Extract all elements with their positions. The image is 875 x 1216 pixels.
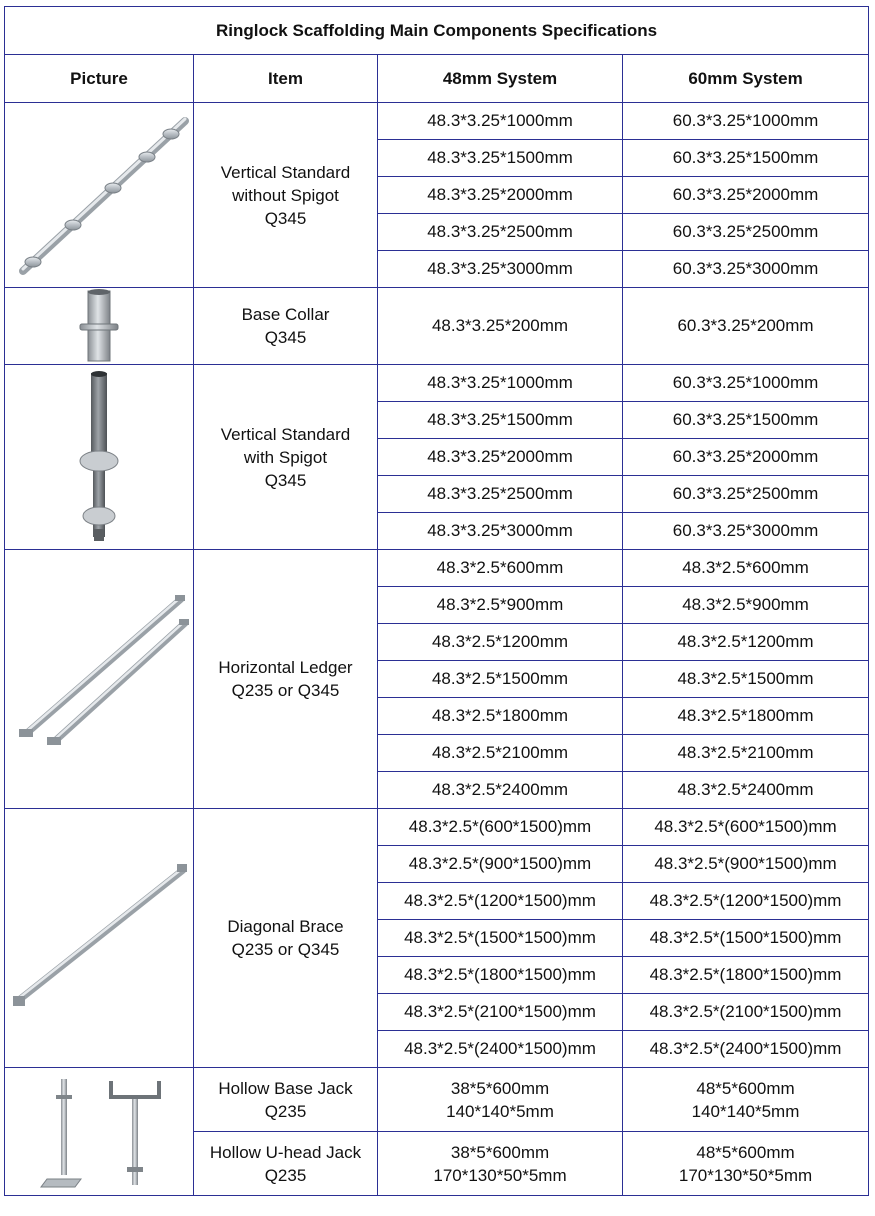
spec-48mm-cell: 48.3*3.25*3000mm (378, 513, 623, 550)
item-name-line: Q235 or Q345 (231, 681, 340, 700)
spec-line: 38*5*600mm (450, 1142, 550, 1162)
horizontal-ledger-image (5, 550, 194, 809)
spec-60mm-cell: 48.3*2.5*(600*1500)mm (623, 809, 869, 846)
spec-60mm-cell: 48.3*2.5*1800mm (623, 698, 869, 735)
item-name-line: Horizontal Ledger (218, 658, 353, 677)
table-row (5, 809, 869, 846)
spec-48mm-cell: 48.3*2.5*1500mm (378, 661, 623, 698)
header-48mm-system: 48mm System (378, 55, 623, 103)
spec-line: 140*140*5mm (691, 1101, 800, 1121)
spec-48mm-cell: 48.3*2.5*1200mm (378, 624, 623, 661)
item-name-line: Q345 (264, 470, 307, 490)
spec-60mm-cell: 48.3*2.5*(1200*1500)mm (623, 883, 869, 920)
item-name-line: Q345 (264, 328, 307, 347)
spec-60mm-cell: 60.3*3.25*1000mm (623, 103, 869, 140)
item-name-line: Hollow Base Jack (218, 1078, 353, 1098)
diagonal-brace-image (5, 809, 194, 1068)
spec-48mm-cell: 48.3*2.5*(1200*1500)mm (378, 883, 623, 920)
item-name-line: Base Collar (241, 305, 330, 324)
spec-60mm-cell: 48.3*2.5*(1500*1500)mm (623, 920, 869, 957)
item-name-line: Hollow U-head Jack (209, 1142, 362, 1162)
spec-60mm-cell: 60.3*3.25*2000mm (623, 177, 869, 214)
spec-line: 170*130*50*5mm (433, 1165, 567, 1185)
spec-60mm-cell: 60.3*3.25*3000mm (623, 513, 869, 550)
spec-60mm-cell: 48.3*2.5*(1800*1500)mm (623, 957, 869, 994)
spec-60mm-cell: 48.3*2.5*2400mm (623, 772, 869, 809)
item-name-line: Q235 (264, 1101, 307, 1121)
item-name-line: Vertical Standard (220, 162, 351, 182)
spec-48mm-cell: 48.3*2.5*1800mm (378, 698, 623, 735)
item-name-line: Q345 (264, 208, 307, 228)
spec-48mm-cell: 48.3*3.25*2500mm (378, 476, 623, 513)
header-picture: Picture (5, 55, 194, 103)
spec-60mm-cell: 48.3*2.5*(900*1500)mm (623, 846, 869, 883)
spec-line: 140*140*5mm (446, 1101, 554, 1121)
spec-48mm-cell: 48.3*3.25*2500mm (378, 214, 623, 251)
spec-48mm-cell: 48.3*2.5*(1500*1500)mm (378, 920, 623, 957)
spec-60mm-cell: 60.3*3.25*1500mm (623, 140, 869, 177)
spec-60mm-cell: 60.3*3.25*1500mm (623, 402, 869, 439)
hollow-base-jack-and-u-head-jack-image (5, 1068, 194, 1196)
spec-60mm-cell (623, 1132, 869, 1196)
spec-48mm-cell: 48.3*3.25*1000mm (378, 103, 623, 140)
table-title: Ringlock Scaffolding Main Components Specifications (5, 7, 869, 55)
header-60mm-system: 60mm System (623, 55, 869, 103)
item-name-line: Diagonal Brace (227, 917, 344, 936)
vertical-standard-without-spigot-image (5, 103, 194, 288)
spec-line: 48*5*600mm (696, 1078, 795, 1098)
spec-48mm-cell: 48.3*2.5*(2400*1500)mm (378, 1031, 623, 1068)
spec-line: 170*130*50*5mm (678, 1165, 813, 1185)
item-name-line: Vertical Standard (220, 424, 351, 444)
table-row (5, 1068, 869, 1132)
spec-48mm-cell: 48.3*2.5*900mm (378, 587, 623, 624)
spec-line: 38*5*600mm (450, 1078, 550, 1098)
spec-48mm-cell: 48.3*2.5*(900*1500)mm (378, 846, 623, 883)
spec-48mm-cell: 48.3*3.25*2000mm (378, 439, 623, 476)
spec-60mm-cell: 48.3*2.5*600mm (623, 550, 869, 587)
spec-48mm-cell: 48.3*2.5*(600*1500)mm (378, 809, 623, 846)
item-name-line: Q235 (264, 1165, 307, 1185)
spec-line: 48*5*600mm (696, 1142, 795, 1162)
spec-60mm-cell: 48.3*2.5*1500mm (623, 661, 869, 698)
spec-60mm-cell: 48.3*2.5*2100mm (623, 735, 869, 772)
item-name-cell (194, 365, 378, 550)
spec-60mm-cell: 48.3*2.5*1200mm (623, 624, 869, 661)
item-name-cell (194, 809, 378, 1068)
spec-48mm-cell: 48.3*3.25*200mm (378, 288, 623, 365)
item-name-line: with Spigot (243, 447, 328, 467)
base-collar-image (5, 288, 194, 365)
item-name-cell (194, 103, 378, 288)
specifications-table (4, 6, 869, 1196)
item-name-cell (194, 288, 378, 365)
spec-60mm-cell: 60.3*3.25*2500mm (623, 214, 869, 251)
spec-48mm-cell: 48.3*3.25*3000mm (378, 251, 623, 288)
spec-60mm-cell: 60.3*3.25*200mm (623, 288, 869, 365)
spec-48mm-cell (378, 1132, 623, 1196)
spec-48mm-cell: 48.3*3.25*1500mm (378, 140, 623, 177)
item-name-line: without Spigot (232, 185, 339, 205)
table-row (5, 365, 869, 402)
spec-60mm-cell (623, 1068, 869, 1132)
spec-60mm-cell: 60.3*3.25*2500mm (623, 476, 869, 513)
spec-48mm-cell: 48.3*2.5*600mm (378, 550, 623, 587)
spec-48mm-cell: 48.3*3.25*1000mm (378, 365, 623, 402)
spec-48mm-cell: 48.3*2.5*2100mm (378, 735, 623, 772)
item-name-cell (194, 1132, 378, 1196)
item-name-line: Q235 or Q345 (231, 940, 340, 959)
table-row (5, 550, 869, 587)
spec-60mm-cell: 48.3*2.5*900mm (623, 587, 869, 624)
vertical-standard-with-spigot-image (5, 365, 194, 550)
spec-48mm-cell: 48.3*2.5*2400mm (378, 772, 623, 809)
spec-60mm-cell: 48.3*2.5*(2100*1500)mm (623, 994, 869, 1031)
spec-60mm-cell: 60.3*3.25*1000mm (623, 365, 869, 402)
header-item: Item (194, 55, 378, 103)
spec-60mm-cell: 48.3*2.5*(2400*1500)mm (623, 1031, 869, 1068)
spec-60mm-cell: 60.3*3.25*2000mm (623, 439, 869, 476)
spec-48mm-cell: 48.3*2.5*(2100*1500)mm (378, 994, 623, 1031)
spec-48mm-cell: 48.3*3.25*2000mm (378, 177, 623, 214)
table-row (5, 103, 869, 140)
item-name-cell (194, 1068, 378, 1132)
spec-48mm-cell: 48.3*2.5*(1800*1500)mm (378, 957, 623, 994)
item-name-cell (194, 550, 378, 809)
table-row (5, 288, 869, 365)
spec-60mm-cell: 60.3*3.25*3000mm (623, 251, 869, 288)
spec-48mm-cell (378, 1068, 623, 1132)
spec-48mm-cell: 48.3*3.25*1500mm (378, 402, 623, 439)
